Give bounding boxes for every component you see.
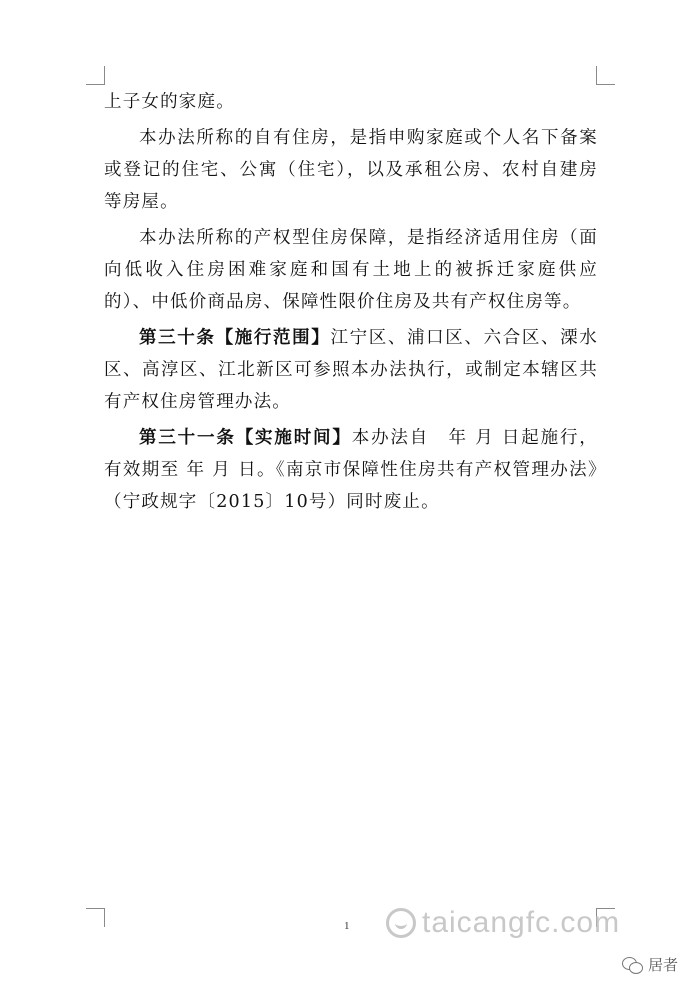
watermark-text: taicangfc.com <box>422 906 621 939</box>
article-30 <box>104 322 598 418</box>
article-31-text: 本办法自 年 月 日起施行，有效期至 年 月 日。《南京市保障性住房共有产权管理办法》（宁政规字〔2015〕10号）同时废止。 <box>104 428 598 512</box>
crop-mark-top-left <box>86 66 105 85</box>
paragraph-continuation: 上子女的家庭。 <box>104 92 235 112</box>
wechat-badge-label: 居者 <box>648 956 679 974</box>
paragraph-property-housing-definition: 本办法所称的产权型住房保障，是指经济适用住房（面向低收入住房困难家庭和国有土地上的被拆迁家庭供应的）、中低价商品房、保障性限价住房及共有产权住房等。 <box>104 228 598 312</box>
wechat-badge <box>622 954 678 975</box>
paragraph-own-housing-definition: 本办法所称的自有住房，是指申购家庭或个人名下备案或登记的住宅、公寓（住宅），以及承租公房、农村自建房等房屋。 <box>104 128 598 212</box>
document-body <box>104 86 598 522</box>
article-30-heading: 第三十条【施行范围】 <box>139 328 331 348</box>
crop-mark-top-right <box>596 66 615 85</box>
article-31 <box>104 422 598 518</box>
wechat-icon <box>622 957 644 973</box>
article-30-text: 江宁区、浦口区、六合区、溧水区、高淳区、江北新区可参照本办法执行，或制定本辖区共有产权住房管理办法。 <box>104 328 598 412</box>
page-number: 1 <box>344 920 350 932</box>
smiley-icon <box>386 908 416 938</box>
watermark <box>386 906 620 940</box>
article-31-heading: 第三十一条【实施时间】 <box>139 428 352 448</box>
crop-mark-bottom-left <box>86 908 105 927</box>
